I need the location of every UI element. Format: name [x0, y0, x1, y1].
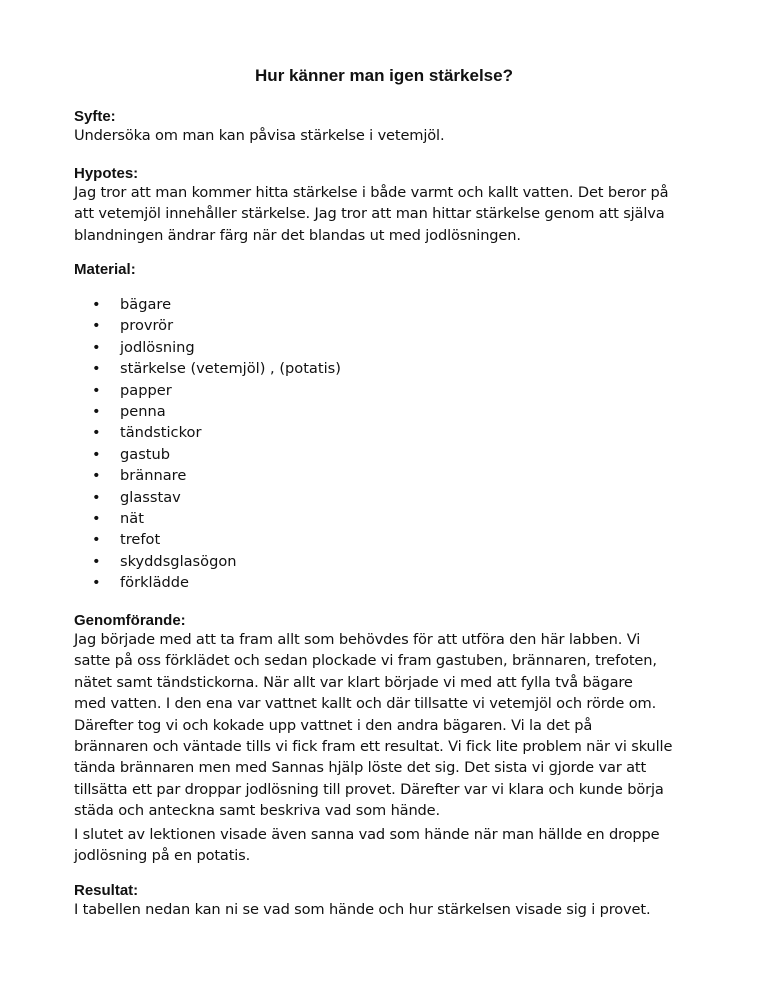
genomforande-line: tända brännaren men med Sannas hjälp löste det sig. Det sista vi gjorde var att	[74, 759, 647, 777]
bullet-icon: •	[92, 445, 101, 463]
list-item-label: stärkelse (vetemjöl) , (potatis)	[120, 360, 341, 378]
list-item-label: förklädde	[120, 574, 190, 592]
section-genomforande	[74, 612, 704, 822]
list-item	[74, 294, 704, 315]
section-resultat	[74, 882, 704, 920]
bullet-icon: •	[92, 360, 101, 378]
syfte-text: Undersöka om man kan påvisa stärkelse i vetemjöl.	[74, 127, 445, 144]
bullet-icon: •	[92, 424, 101, 442]
material-list-wrapper	[74, 294, 704, 593]
hypotes-line: att vetemjöl innehåller stärkelse. Jag tror att man hittar stärkelse genom att själva	[74, 205, 665, 223]
genomforande-line: tillsätta ett par droppar jodlösning till provet. Därefter var vi klara och kunde börja	[74, 780, 664, 798]
list-item	[74, 337, 704, 358]
bullet-icon: •	[92, 338, 101, 356]
bullet-icon: •	[92, 488, 101, 506]
genomforande-line: nätet samt tändstickorna. När allt var klart började vi med att fylla två bägare	[74, 673, 633, 691]
bullet-icon: •	[92, 531, 101, 549]
bullet-icon: •	[92, 574, 101, 592]
genomforande-line: Därefter tog vi och kokade upp vattnet i den andra bägaren. Vi la det på	[74, 716, 593, 734]
section-genomforande-extra	[74, 824, 704, 867]
list-item	[74, 508, 704, 529]
list-item-label: gastub	[120, 445, 171, 463]
list-item-label: nät	[120, 509, 144, 527]
section-syfte	[74, 108, 704, 146]
list-item-label: tändstickor	[120, 424, 202, 442]
list-item-label: glasstav	[120, 488, 181, 506]
genomforande-line: satte på oss förklädet och sedan plockade vi fram gastuben, brännaren, trefoten,	[74, 652, 657, 670]
genomforande-line: städa och anteckna samt beskriva vad som hände.	[74, 802, 440, 820]
list-item	[74, 465, 704, 486]
list-item-label: skyddsglasögon	[120, 552, 237, 570]
bullet-icon: •	[92, 552, 101, 570]
heading-genomforande: Genomförande:	[74, 612, 186, 629]
list-item	[74, 444, 704, 465]
list-item	[74, 529, 704, 550]
hypotes-line: blandningen ändrar färg när det blandas ut med jodlösningen.	[74, 226, 521, 244]
list-item-label: provrör	[120, 317, 174, 335]
list-item-label: jodlösning	[120, 338, 195, 356]
heading-hypotes: Hypotes:	[74, 165, 139, 182]
list-item-label: penna	[120, 402, 166, 420]
list-item	[74, 422, 704, 443]
resultat-text: I tabellen nedan kan ni se vad som hände och hur stärkelsen visade sig i provet.	[74, 901, 651, 918]
section-material	[74, 261, 704, 278]
list-item	[74, 401, 704, 422]
list-item	[74, 315, 704, 336]
section-hypotes	[74, 165, 704, 246]
material-list	[74, 294, 704, 593]
genomforande-extra-line: I slutet av lektionen visade även sanna vad som hände när man hällde en droppe	[74, 826, 660, 843]
bullet-icon: •	[92, 296, 101, 313]
list-item	[74, 551, 704, 572]
list-item-label: brännare	[120, 467, 187, 485]
genomforande-extra-line: jodlösning på en potatis.	[74, 847, 251, 865]
list-item	[74, 572, 704, 593]
list-item	[74, 380, 704, 401]
genomforande-line: brännaren och väntade tills vi fick fram ett resultat. Vi fick lite problem när vi skulle	[74, 738, 673, 756]
heading-syfte: Syfte:	[74, 108, 116, 125]
list-item-label: trefot	[120, 531, 161, 549]
bullet-icon: •	[92, 509, 101, 527]
genomforande-line: Jag började med att ta fram allt som behövdes för att utföra den här labben. Vi	[74, 631, 641, 648]
heading-resultat: Resultat:	[74, 882, 139, 899]
page-title: Hur känner man igen stärkelse?	[255, 66, 513, 85]
bullet-icon: •	[92, 381, 101, 399]
bullet-icon: •	[92, 317, 101, 335]
genomforande-line: med vatten. I den ena var vattnet kallt och där tillsatte vi vetemjöl och rörde om.	[74, 695, 657, 713]
list-item-label: papper	[120, 381, 172, 399]
list-item	[74, 487, 704, 508]
list-item-label: bägare	[120, 296, 172, 313]
bullet-icon: •	[92, 402, 101, 420]
list-item	[74, 358, 704, 379]
hypotes-line: Jag tror att man kommer hitta stärkelse i både varmt och kallt vatten. Det beror på	[74, 184, 669, 201]
bullet-icon: •	[92, 467, 101, 485]
heading-material: Material:	[74, 261, 136, 278]
